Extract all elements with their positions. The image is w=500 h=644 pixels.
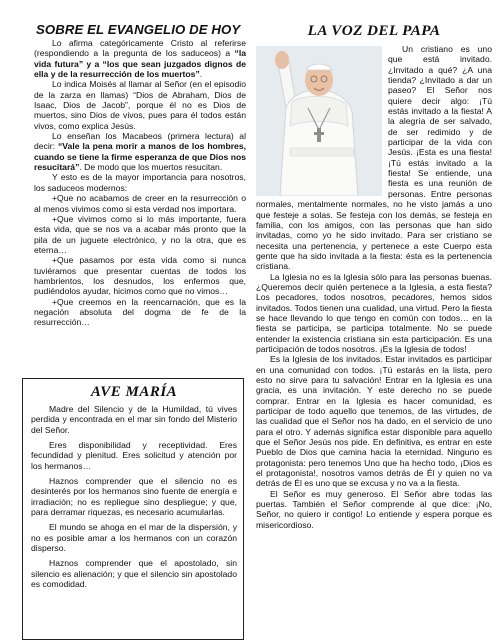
pope-photo	[256, 46, 382, 196]
gospel-quote: “la vida futura” y a “los que sean juzgados dignos de ella y de la resurrección de los muertos”	[34, 48, 246, 80]
gospel-text: .	[199, 69, 203, 80]
gospel-paragraph: +Que creemos en la reencarnación, que es la negación absoluta del dogma de fe de la resurrección…	[34, 296, 246, 328]
ave-maria-box	[22, 378, 244, 640]
gospel-text: . De modo que los muertos resucitan.	[79, 162, 223, 173]
papa-paragraph: El Señor es muy generoso. El Señor abre todas las puertas. También el Señor comprende al que dice: ¡No, Señor, no quiero ir contigo! Lo entiende y espera porque es misericordioso.	[256, 488, 492, 530]
gospel-paragraph: +Que vivimos como si lo más importante, fuera esta vida, que se nos va a acabar más pronto que la pila de un juguete electrónico, y no la otra, que es eterna…	[34, 213, 246, 255]
papa-column	[256, 0, 500, 530]
gospel-paragraph: +Que pasamos por esta vida como si nunca tuviéramos que presentar cuentas de todos los hambrientos, los desnudos, los enfermos que, pudiéndolos ayudar, hicimos como que no vimos…	[34, 255, 246, 297]
gospel-column	[0, 0, 246, 328]
papa-paragraph: Un cristiano es uno que está invitado. ¿Invitado a qué? ¿A una tienda? ¿Invitado a dar un paseo? El Señor nos quiere decir algo: ¡Tú estás invitado a la fiesta! A la alegría de ser salvado, de ser redimido y de participar de la vida con Jesús. ¡Esta es una fiesta! ¡Tú estás invitado a la fiesta! Se entiende, una fiesta es una reunión de personas. Entre personas normales, mentalmente normales, no he visto jamás a uno que festeje a solas. Se festeja con los demás, se festeja en familia, con los amigos, con las personas que han sido invitadas, como yo he sido invitado. Para ser cristiano se necesita una pertenencia, y pertenece a este Cuerpo esta gente que ha sido invitada a la fiesta: ésta es la pertenencia cristiana.	[256, 44, 492, 272]
pope-figure-icon	[256, 46, 382, 196]
papa-paragraph: Es la Iglesia de los invitados. Estar invitados es participar en una comunidad con todos. ¡Tú estarás en la lista, pero esto no sirve para tu salvación! Entrar en la Iglesia es una gracia, es una invitación. Y este derecho no se puede comprar. Entrar en la Iglesia es hacer comunidad, es participar de todo aquello que tenemos, de las virtudes, de las cualidad que el Señor nos ha dado, en el servicio de uno para el otro. Y además significa estar disponible para aquello que el Señor Jesús nos pide. En definitiva, es entrar en este Pueblo de Dios que camina hacia la eternidad. Ninguno es protagonista: pero tenemos Uno que ha hecho todo, ¡Dios es el protagonista!, nosotros vamos detrás de Él y quien no va detrás de Él es uno que se excusa y no va a la fiesta.	[256, 354, 492, 489]
gospel-title: SOBRE EL EVANGELIO DE HOY	[36, 22, 241, 37]
gospel-paragraph: +Que no acabamos de creer en la resurrección o al menos vivimos como si esta verdad nos importara.	[34, 193, 246, 214]
gospel-paragraph	[34, 38, 246, 79]
gospel-paragraph	[34, 131, 246, 172]
gospel-text: Lo enseñan los Macabeos (primera lectura) al decir:	[34, 131, 246, 152]
ave-paragraph: El mundo se ahoga en el mar de la dispersión, y no es posible amar a los hermanos con un corazón disperso.	[31, 522, 237, 554]
papa-paragraph: La Iglesia no es la Iglesia sólo para las personas buenas. ¿Queremos decir quién pertenece a la Iglesia, a esta fiesta? Los pecadores, todos nosotros, pecadores, hemos sidos invitados. Todos tienen una cualidad, una virtud. Pero la fiesta se hace llevando lo que tengo en común con todos… en la fiesta se participa, se participa totalmente. No se puede entender la existencia cristiana sin esta participación. Es una participación de todos nosotros. ¡Es la Iglesia de todos!	[256, 271, 492, 354]
gospel-quote: “Vale la pena morir a manos de los hombres, cuando se tiene la firme esperanza de que Dios nos resucitará”	[34, 141, 246, 173]
ave-paragraph: Madre del Silencio y de la Humildad, tú vives perdida y encontrada en el mar sin fondo del Misterio del Señor.	[31, 404, 237, 435]
papa-title: LA VOZ DEL PAPA	[307, 22, 441, 39]
gospel-paragraph: Lo indica Moisés al llamar al Señor (en el episodio de la zarza en llamas) “Dios de Abraham, Dios de Isaac, Dios de Jacob”, porque él no es Dios de muertos, sino Dios de vivos, pues para él todos están vivos, como explica Jesús.	[34, 79, 246, 131]
ave-paragraph: Haznos comprender que el silencio no es desinterés por los hermanos sino fuente de energía e irradiación; no es repliegue sino despliegue; y que, para derramar riquezas, es necesario acumularlas.	[31, 476, 237, 518]
ave-maria-title: AVE MARÍA	[90, 384, 178, 400]
ave-paragraph: Haznos comprender que el apostolado, sin silencio es alienación; y que el silencio sin apostolado es comodidad.	[31, 558, 237, 590]
gospel-paragraph: Y esto es de la mayor importancia para nosotros, los saduceos modernos:	[34, 172, 246, 193]
ave-paragraph: Eres disponibilidad y receptividad. Eres fecundidad y plenitud. Eres solicitud y atención por los hermanos…	[31, 440, 237, 471]
gospel-text: Lo afirma categóricamente Cristo al referirse (respondiendo a la pregunta de los saduceos) a	[34, 38, 246, 59]
